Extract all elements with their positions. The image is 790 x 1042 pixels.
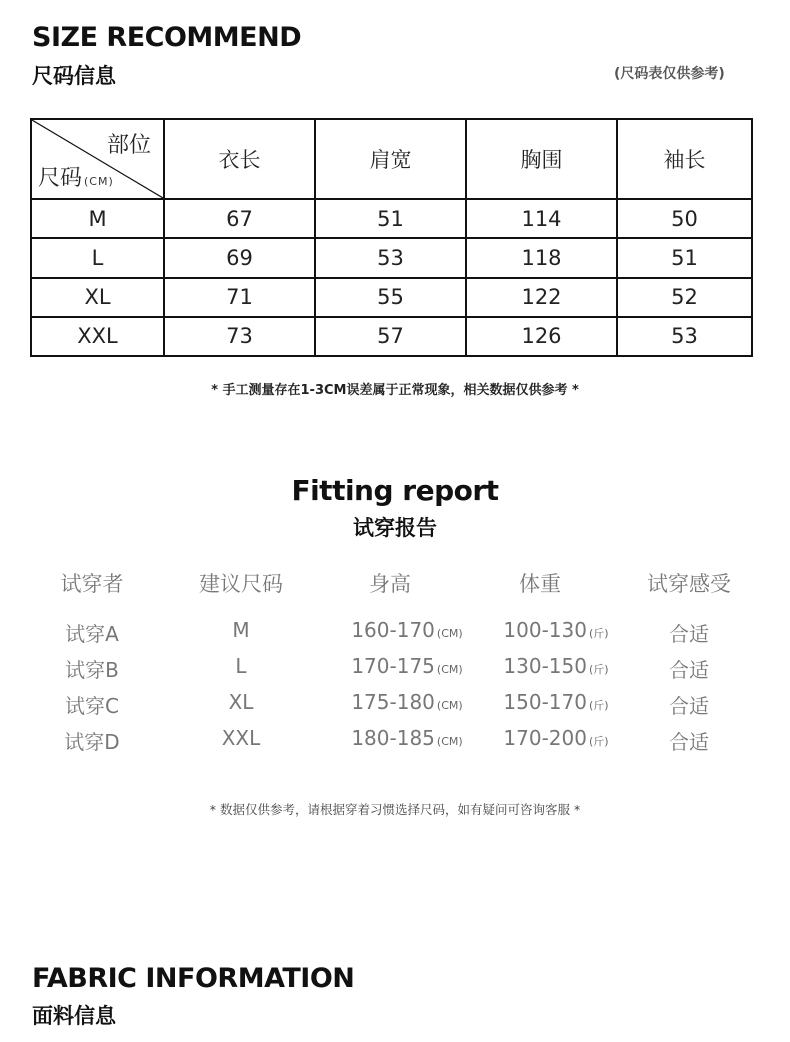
size-cell: XL [31, 278, 164, 317]
height-value: 170-175 [351, 654, 435, 678]
height-unit: (CM) [436, 735, 463, 748]
value-cell: 51 [315, 199, 466, 238]
weight-value: 170-200 [503, 726, 587, 750]
height-unit: (CM) [436, 699, 463, 712]
fitting-feel: 合适 [669, 694, 709, 718]
fitting-feel: 合适 [669, 622, 709, 646]
table-row [31, 238, 752, 277]
corner-size-label [38, 161, 114, 192]
value-cell: 53 [617, 317, 752, 356]
fitting-tester: 试穿B [65, 658, 119, 682]
size-cell: XXL [31, 317, 164, 356]
fitting-size: M [232, 618, 250, 642]
fitting-tester: 试穿C [65, 694, 119, 718]
fitting-size: XXL [221, 726, 261, 750]
table-row [31, 317, 752, 356]
size-footnote: * 手工测量存在1-3CM误差属于正常现象，相关数据仅供参考 * [211, 383, 579, 398]
height-unit: (CM) [436, 663, 463, 676]
column-header: 衣长 [164, 119, 315, 199]
fabric-title-cn: 面料信息 [32, 1004, 116, 1028]
fitting-title-en: Fitting report [291, 474, 499, 507]
column-header: 袖长 [617, 119, 752, 199]
value-cell: 53 [315, 238, 466, 277]
fitting-size: XL [228, 690, 254, 714]
fitting-footnote: * 数据仅供参考，请根据穿着习惯选择尺码，如有疑问可咨询客服 * [209, 802, 581, 817]
value-cell: 118 [466, 238, 617, 277]
table-row [31, 199, 752, 238]
weight-unit: (斤) [588, 735, 609, 748]
fitting-height [322, 654, 492, 678]
value-cell: 73 [164, 317, 315, 356]
value-cell: 55 [315, 278, 466, 317]
weight-value: 100-130 [503, 618, 587, 642]
corner-unit: (CM) [84, 175, 114, 188]
corner-size-text: 尺码 [38, 166, 83, 191]
value-cell: 71 [164, 278, 315, 317]
value-cell: 114 [466, 199, 617, 238]
size-table-header-row [31, 119, 752, 199]
height-unit: (CM) [436, 627, 463, 640]
value-cell: 69 [164, 238, 315, 277]
fitting-header-feel: 试穿感受 [647, 572, 731, 596]
fitting-tester: 试穿A [65, 622, 119, 646]
size-title-cn: 尺码信息 [32, 64, 116, 88]
size-table [30, 118, 753, 357]
column-header: 肩宽 [315, 119, 466, 199]
corner-part-label: 部位 [106, 133, 151, 158]
value-cell: 50 [617, 199, 752, 238]
fitting-tester: 试穿D [64, 730, 120, 754]
size-cell: M [31, 199, 164, 238]
size-cell: L [31, 238, 164, 277]
fitting-header-size: 建议尺码 [199, 572, 283, 596]
column-header: 胸围 [466, 119, 617, 199]
fitting-header-height: 身高 [369, 572, 411, 596]
size-reference-note: (尺码表仅供参考) [614, 66, 725, 82]
fitting-title-cn: 试穿报告 [353, 516, 437, 540]
fitting-header-tester: 试穿者 [60, 572, 124, 596]
fitting-height [322, 726, 492, 750]
height-value: 160-170 [351, 618, 435, 642]
fitting-header-weight: 体重 [519, 572, 561, 596]
fitting-feel: 合适 [669, 658, 709, 682]
weight-unit: (斤) [588, 699, 609, 712]
value-cell: 52 [617, 278, 752, 317]
value-cell: 122 [466, 278, 617, 317]
value-cell: 57 [315, 317, 466, 356]
fabric-title-en: FABRIC INFORMATION [32, 963, 355, 994]
value-cell: 67 [164, 199, 315, 238]
height-value: 180-185 [351, 726, 435, 750]
value-cell: 51 [617, 238, 752, 277]
fitting-height [322, 690, 492, 714]
table-row [31, 278, 752, 317]
weight-unit: (斤) [588, 663, 609, 676]
weight-unit: (斤) [588, 627, 609, 640]
weight-value: 150-170 [503, 690, 587, 714]
fitting-height [322, 618, 492, 642]
fitting-size: L [235, 654, 247, 678]
size-title-en: SIZE RECOMMEND [32, 22, 302, 53]
weight-value: 130-150 [503, 654, 587, 678]
height-value: 175-180 [351, 690, 435, 714]
size-table-corner-cell [31, 119, 164, 199]
value-cell: 126 [466, 317, 617, 356]
fitting-feel: 合适 [669, 730, 709, 754]
